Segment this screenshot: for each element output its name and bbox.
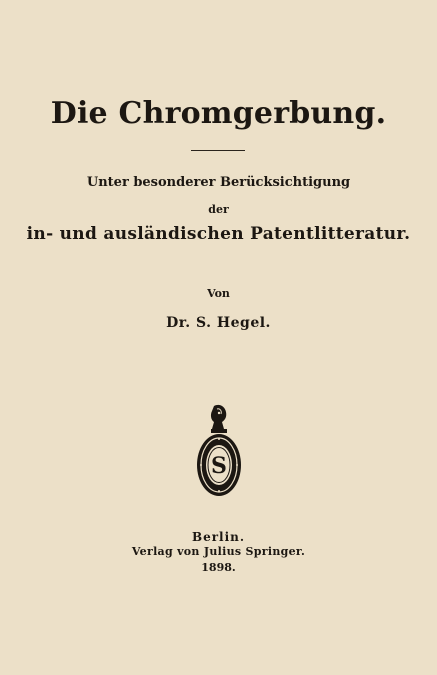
imprint-publisher: Verlag von Julius Springer. (131, 545, 306, 558)
by-label: Von (207, 287, 230, 300)
subtitle-line-2: der (208, 203, 229, 216)
book-title: Die Chromgerbung. (50, 96, 387, 131)
author-name: Dr. S. Hegel. (166, 315, 271, 331)
imprint-year: 1898. (201, 561, 236, 574)
subtitle-line-1: Unter besonderer Berücksichtigung (86, 175, 351, 190)
emblem-monogram: S (211, 453, 227, 479)
imprint-city: Berlin. (191, 530, 246, 544)
springer-knight-emblem-icon (193, 403, 245, 501)
title-divider (191, 150, 245, 151)
subtitle-line-3: in- und ausländischen Patentlitteratur. (26, 224, 411, 244)
